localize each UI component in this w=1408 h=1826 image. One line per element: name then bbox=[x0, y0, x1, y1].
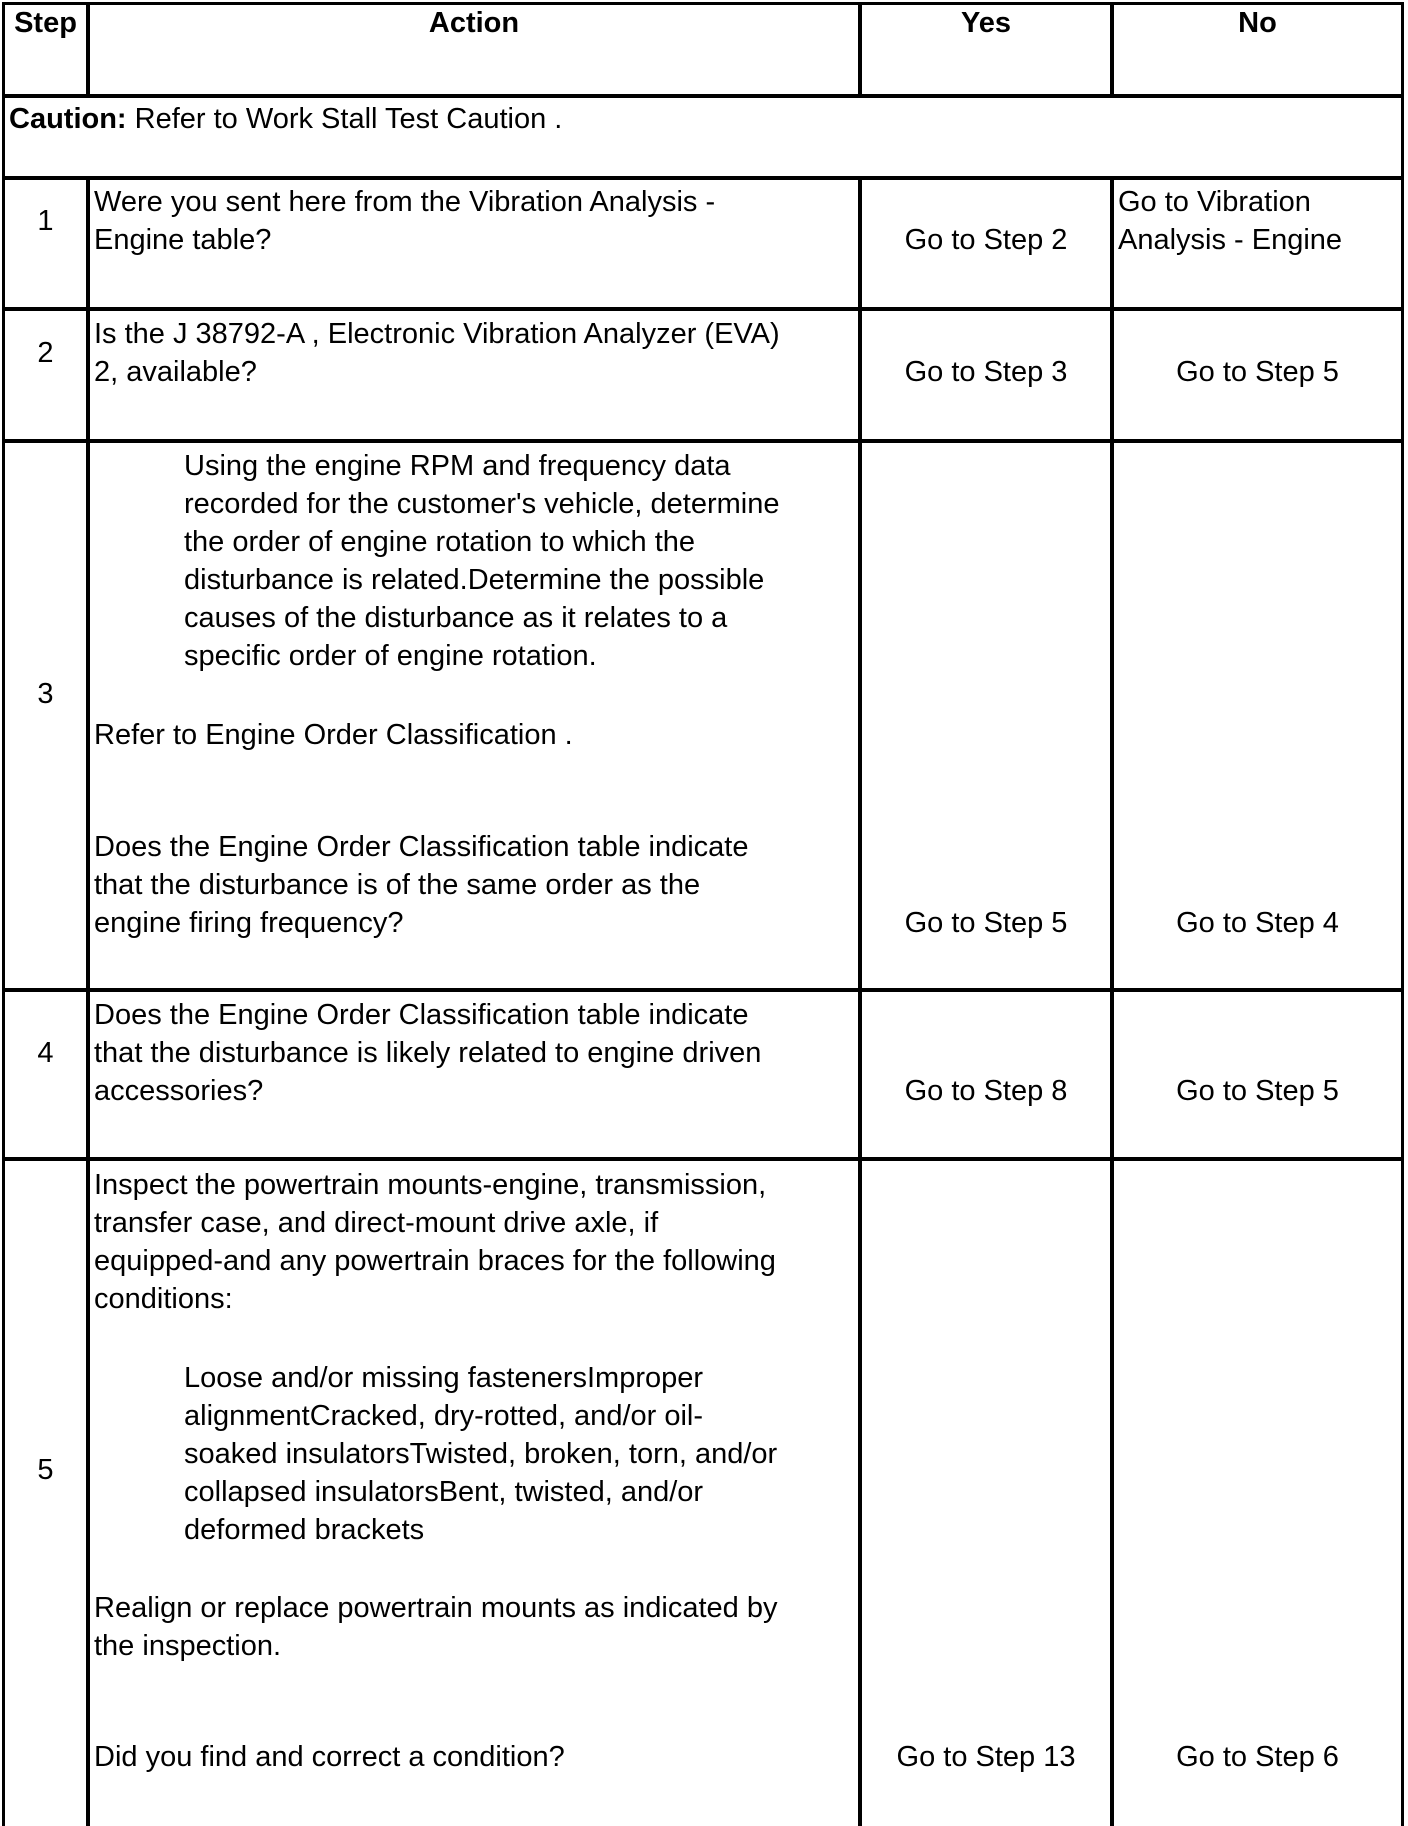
action-realign-text: Realign or replace powertrain mounts as indicated by the inspection. bbox=[94, 1592, 778, 1662]
caution-label: Caution: bbox=[9, 103, 127, 135]
yes-result: Go to Step 2 bbox=[904, 224, 1068, 256]
header-step: Step bbox=[14, 7, 77, 39]
action-text: Were you sent here from the Vibration Analysis - Engine table? bbox=[94, 186, 716, 256]
header-action: Action bbox=[428, 7, 520, 39]
yes-result: Go to Step 13 bbox=[896, 1741, 1076, 1773]
column-divider-action bbox=[858, 178, 862, 1826]
column-divider-yes bbox=[1110, 178, 1114, 1826]
step-number: 5 bbox=[37, 1454, 54, 1486]
row-divider bbox=[2, 307, 1404, 311]
action-question: Does the Engine Order Classification table indicate that the disturbance is of the same order as the engine firing frequency? bbox=[94, 831, 749, 939]
action-refer-text: Refer to Engine Order Classification . bbox=[94, 719, 573, 751]
step-number: 2 bbox=[37, 337, 54, 369]
step-number: 4 bbox=[37, 1037, 54, 1069]
yes-result: Go to Step 3 bbox=[904, 356, 1068, 388]
no-result: Go to Step 4 bbox=[1176, 907, 1339, 939]
row-divider bbox=[2, 176, 1404, 180]
action-conditions-indented: Loose and/or missing fastenersImproper alignmentCracked, dry-rotted, and/or oil- soaked insulatorsTwisted, broken, torn, and/or collapsed insulatorsBent, twisted, and/or deformed brackets bbox=[184, 1362, 778, 1546]
action-question: Did you find and correct a condition? bbox=[94, 1741, 565, 1773]
action-inspect-intro: Inspect the powertrain mounts-engine, transmission, transfer case, and direct-mount drive axle, if equipped-and any powertrain braces for the following conditions: bbox=[94, 1169, 776, 1315]
row-divider bbox=[2, 439, 1404, 443]
no-result: Go to Step 5 bbox=[1176, 1075, 1339, 1107]
row-divider bbox=[2, 94, 1404, 98]
action-text: Is the J 38792-A , Electronic Vibration Analyzer (EVA) 2, available? bbox=[94, 318, 780, 388]
action-text: Does the Engine Order Classification table indicate that the disturbance is likely related to engine driven accessories? bbox=[94, 999, 762, 1107]
table-border-right bbox=[1401, 2, 1404, 1826]
column-divider-step bbox=[86, 178, 90, 1826]
row-divider bbox=[2, 1157, 1404, 1161]
no-result: Go to Vibration Analysis - Engine bbox=[1118, 186, 1343, 256]
no-result: Go to Step 6 bbox=[1176, 1741, 1339, 1773]
table-border-left bbox=[2, 2, 5, 1826]
row-divider bbox=[2, 988, 1404, 992]
header-no: No bbox=[1238, 7, 1277, 39]
yes-result: Go to Step 8 bbox=[904, 1075, 1068, 1107]
yes-result: Go to Step 5 bbox=[904, 907, 1068, 939]
header-yes: Yes bbox=[961, 7, 1011, 39]
caution-text: Refer to Work Stall Test Caution . bbox=[126, 103, 563, 135]
step-number: 3 bbox=[37, 678, 54, 710]
action-procedure-indented: Using the engine RPM and frequency data recorded for the customer's vehicle, determine the order of engine rotation to which the disturbance is related.Determine the possible causes of the disturbance as it relates to a specific order of engine rotation. bbox=[184, 450, 780, 672]
step-number: 1 bbox=[37, 205, 54, 237]
no-result: Go to Step 5 bbox=[1176, 356, 1339, 388]
troubleshooting-table bbox=[2, 2, 1404, 1826]
caution-note bbox=[9, 100, 1389, 138]
